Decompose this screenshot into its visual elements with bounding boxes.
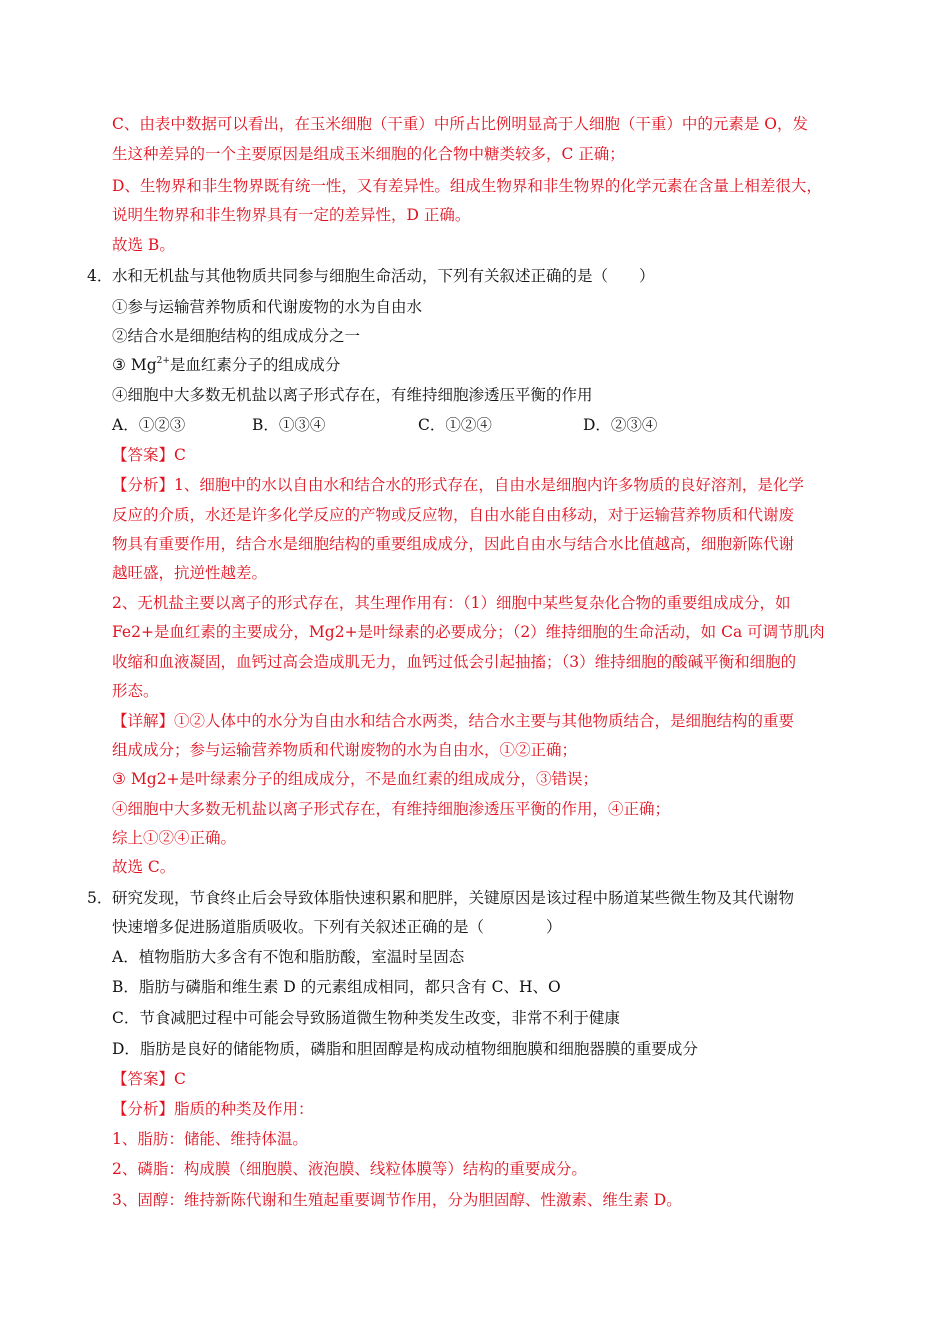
q4-detail-line1: 【详解】①②人体中的水分为自由水和结合水两类，结合水主要与其他物质结合，是细胞结构的重要	[112, 712, 795, 730]
q4-item-4: ④细胞中大多数无机盐以离子形式存在，有维持细胞渗透压平衡的作用	[112, 386, 593, 404]
q5-answer: 【答案】C	[112, 1070, 186, 1088]
q4-option-b: B．①③④	[252, 416, 326, 434]
q5-stem-line1: 研究发现，节食终止后会导致体脂快速积累和肥胖，关键原因是该过程中肠道某些微生物及其代谢物	[112, 889, 795, 907]
q5-option-c: C．节食减肥过程中可能会导致肠道微生物种类发生改变，非常不利于健康	[112, 1009, 620, 1027]
q3-explanation-c-line2: 生这种差异的一个主要原因是组成玉米细胞的化合物中糖类较多，C 正确；	[112, 145, 625, 163]
q4-analysis-2-line4: 形态。	[112, 682, 159, 700]
q5-number: 5．	[87, 889, 113, 907]
q5-analysis-intro: 【分析】脂质的种类及作用：	[112, 1100, 314, 1118]
q4-analysis-1-line4: 越旺盛，抗逆性越差。	[112, 564, 268, 582]
q4-analysis-2-line2: Fe2+是血红素的主要成分，Mg2+是叶绿素的必要成分；（2）维持细胞的生命活动，如 Ca 可调节肌肉	[112, 623, 825, 641]
q4-number: 4．	[87, 267, 113, 285]
q5-option-d: D．脂肪是良好的储能物质，磷脂和胆固醇是构成动植物细胞膜和细胞器膜的重要成分	[112, 1040, 698, 1058]
q4-option-a: A．①②③	[112, 416, 186, 434]
q4-analysis-1-line3: 物具有重要作用，结合水是细胞结构的重要组成成分，因此自由水与结合水比值越高，细胞新陈代谢	[112, 535, 795, 553]
q4-stem: 水和无机盐与其他物质共同参与细胞生命活动，下列有关叙述正确的是（ ）	[112, 267, 655, 285]
q5-option-a: A．植物脂肪大多含有不饱和脂肪酸，室温时呈固态	[112, 948, 465, 966]
q4-option-c: C．①②④	[418, 416, 492, 434]
q4-analysis-2-line3: 收缩和血液凝固，血钙过高会造成肌无力，血钙过低会引起抽搐；（3）维持细胞的酸碱平衡和细胞的	[112, 653, 797, 671]
q4-item-3-prefix: ③ Mg	[112, 356, 157, 374]
q5-analysis-item-3: 3、固醇：维持新陈代谢和生殖起重要调节作用，分为胆固醇、性激素、维生素 D。	[112, 1191, 682, 1209]
q4-detail-line3: ③ Mg2+是叶绿素分子的组成成分，不是血红素的组成成分，③错误；	[112, 770, 598, 788]
q3-explanation-d-line2: 说明生物界和非生物界具有一定的差异性，D 正确。	[112, 206, 471, 224]
q4-analysis-1-line1: 【分析】1、细胞中的水以自由水和结合水的形式存在，自由水是细胞内许多物质的良好溶剂，是化学	[112, 476, 804, 494]
q4-item-2: ②结合水是细胞结构的组成成分之一	[112, 327, 361, 345]
q5-analysis-item-1: 1、脂肪：储能、维持体温。	[112, 1130, 308, 1148]
q4-answer: 【答案】C	[112, 446, 186, 464]
q5-stem-line2: 快速增多促进肠道脂质吸收。下列有关叙述正确的是（ ）	[112, 918, 562, 936]
q3-explanation-d-line1: D、生物界和非生物界既有统一性，又有差异性。组成生物界和非生物界的化学元素在含量上相差很大，	[112, 177, 822, 195]
q4-item-3	[112, 355, 340, 375]
q5-analysis-item-2: 2、磷脂：构成膜（细胞膜、液泡膜、线粒体膜等）结构的重要成分。	[112, 1160, 587, 1178]
q4-analysis-1-line2: 反应的介质，水还是许多化学反应的产物或反应物，自由水能自由移动，对于运输营养物质和代谢废	[112, 506, 795, 524]
q4-option-d: D．②③④	[583, 416, 658, 434]
q4-item-1: ①参与运输营养物质和代谢废物的水为自由水	[112, 298, 423, 316]
q3-explanation-c-line1: C、由表中数据可以看出，在玉米细胞（干重）中所占比例明显高于人细胞（干重）中的元素是 O，发	[112, 115, 808, 133]
q4-item-3-suffix: 是血红素分子的组成成分	[169, 356, 341, 374]
q4-detail-line2: 组成成分；参与运输营养物质和代谢废物的水为自由水，①②正确；	[112, 741, 578, 759]
q5-option-b: B．脂肪与磷脂和维生素 D 的元素组成相同，都只含有 C、H、O	[112, 978, 561, 996]
q4-item-3-superscript: 2+	[156, 356, 170, 366]
q4-analysis-2-line1: 2、无机盐主要以离子的形式存在，其生理作用有：（1）细胞中某些复杂化合物的重要组成成分，如	[112, 594, 791, 612]
q4-detail-line4: ④细胞中大多数无机盐以离子形式存在，有维持细胞渗透压平衡的作用，④正确；	[112, 800, 671, 818]
q4-detail-line5: 综上①②④正确。	[112, 829, 237, 847]
q4-conclusion: 故选 C。	[112, 858, 176, 876]
q3-conclusion: 故选 B。	[112, 236, 175, 254]
